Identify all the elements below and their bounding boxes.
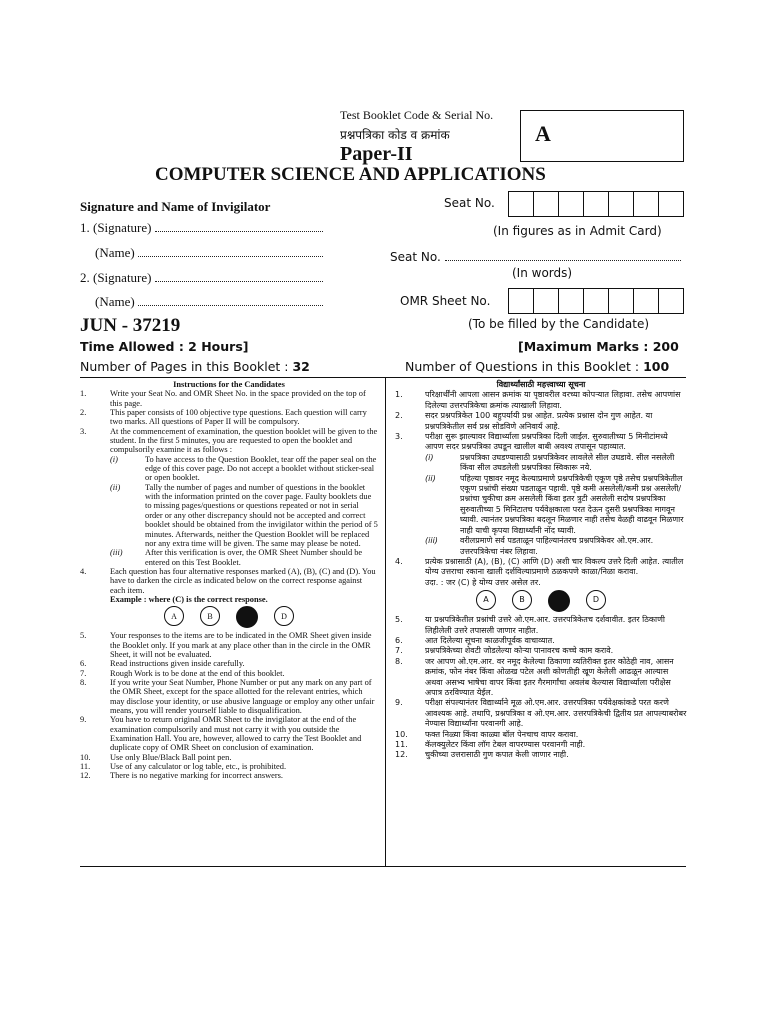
list-item: 8. जर आपण ओ.एम.आर. वर नमूद केलेल्या ठिकाणा व्यतिरीक्त इतर कोठेही नाव, आसन क्रमांक, फोन नंबर किंवा ओळख पटेल अशी कोणतीही खूण केलेली आढळून आल्यास अथवा असभ्य भाषेचा वापर किंवा इतर गैरमार्गांचा अवलंब केल्यास विद्यार्थ्याला परीक्षेस अपात्र ठरविण्यात येईल. <box>395 656 674 697</box>
invigilator-name-1[interactable]: (Name) <box>95 245 323 261</box>
questions-count: Number of Questions in this Booklet : 100 <box>405 359 670 374</box>
option-d-bubble: D <box>586 590 606 610</box>
booklet-code-label: Test Booklet Code & Serial No. <box>340 108 494 122</box>
subject-title: COMPUTER SCIENCE AND APPLICATIONS <box>155 164 546 185</box>
list-item: 5. Your responses to the items are to be indicated in the OMR Sheet given inside the Booklet only. If you mark at any place other than in the circle in the OMR Sheet, it will not be evaluated. <box>80 631 372 659</box>
list-item: 5. या प्रश्नपत्रिकेतील प्रश्नांची उत्तरे ओ.एम.आर. उत्तरपत्रिकेतच दर्शवावीत. इतर ठिकाणी लिहीलेली उत्तरे तपासली जाणार नाहीत. <box>395 615 665 635</box>
seat-no-words-field[interactable]: Seat No. <box>390 250 681 264</box>
option-b-bubble: B <box>200 606 220 626</box>
exam-code: JUN - 37219 <box>80 315 181 336</box>
list-item: 11. Use of any calculator or log table, etc., is prohibited. <box>80 762 287 772</box>
list-item: 9. You have to return original OMR Sheet to the invigilator at the end of the examination compulsorily and must not carry it with you outside the Examination Hall. You are, however, allowed to carry the Test Booklet and duplicate copy of OMR Sheet on conclusion of examination. <box>80 715 362 753</box>
list-item: 3. परीक्षा सुरू झाल्यावर विद्यार्थ्याला प्रश्नपत्रिका दिली जाईल. सुरुवातीच्या 5 मिनीटांमध्ये आपण सदर प्रश्नपत्रिका उघडून खालील बाबी अवश्य तपासून पहाव्यात. <box>395 432 668 452</box>
list-item: 12. There is no negative marking for incorrect answers. <box>80 771 284 781</box>
invigilator-heading: Signature and Name of Invigilator <box>80 199 271 214</box>
list-item: 8. If you write your Seat Number, Phone Number or put any mark on any part of the OMR Sheet, except for the space allotted for the relevant entries, which may disclose your identity, or use abusive language or employ any other unfair means, you will render yourself liable to disqualification. <box>80 677 375 715</box>
option-a-bubble: A <box>476 590 496 610</box>
booklet-code-box <box>520 110 684 162</box>
list-item: 11. कॅलक्युलेटर किंवा लॉग टेबल वापरण्यास परवानगी नाही. <box>395 740 586 749</box>
list-item: 1. Write your Seat No. and OMR Sheet No. in the space provided on the top of this page. <box>80 389 366 408</box>
list-item: 10. फक्त निळ्या किंवा काळ्या बॉल पेनचाच वापर करावा. <box>395 729 579 739</box>
seat-no-boxes[interactable] <box>508 191 684 217</box>
list-item: 3. At the commencement of examination, the question booklet will be given to the student. In the first 5 minutes, you are requested to open the booklet and compulsorily examine it as follows : <box>80 426 378 455</box>
option-d-bubble: D <box>274 606 294 626</box>
invigilator-name-2[interactable]: (Name) <box>95 294 323 310</box>
list-item: 4. प्रत्येक प्रश्नासाठी (A), (B), (C) आणि (D) अशी चार विकल्प उत्तरे दिली आहेत. त्यातील योग्य उत्तराचा रकाना खाली दर्शविल्याप्रमाणे ठळकपणे काळा/निळा करावा. <box>395 556 684 577</box>
example-label: उदा. : जर (C) हे योग्य उत्तर असेल तर. <box>425 577 541 587</box>
seat-no-words-note: (In words) <box>512 266 573 280</box>
list-subitem: (i) To have access to the Question Booklet, tear off the paper seal on the edge of this cover page. Do not accept a booklet without sticker-seal or open booklet. <box>110 454 377 483</box>
booklet-code-label-marathi: प्रश्नपत्रिका कोड व क्रमांक <box>340 128 450 142</box>
example-label: Example : where (C) is the correct response. <box>110 594 268 604</box>
list-item: 7. प्रश्नपत्रिकेच्या शेवटी जोडलेल्या कोऱ्या पानावरच कच्चे काम करावे. <box>395 646 614 656</box>
list-subitem: (ii) Tally the number of pages and number of questions in the booklet with the information printed on the cover page. Faulty booklets due to missing pages/questions or questions repeated or not in serial order or any other discrepancy should not be accepted and correct booklet should be obtained from the invigilator within the period of 5 minutes. Afterwards, neither the Question Booklet will be replaced nor any extra time will be given. The same may please be noted. <box>110 482 378 548</box>
list-item: 9. परीक्षा संपल्यानंतर विद्यार्थ्याने मूळ ओ.एम.आर. उत्तरपत्रिका पर्यवेक्षकांकडे परत करणे आवश्यक आहे. तथापि, प्रश्नपत्रिका व ओ.एम.आर. उत्तरपत्रिकेची द्वितीय प्रत आपल्याबरोबर नेण्यास विद्यार्थ्यांना परवानगी आहे. <box>395 698 687 729</box>
paper-title: Paper-II <box>340 143 413 165</box>
seat-no-label: Seat No. <box>444 196 495 210</box>
maximum-marks: [Maximum Marks : 200 <box>518 339 679 354</box>
list-item: 12. चुकीच्या उत्तरासाठी गुण कपात केली जाणार नाही. <box>395 750 569 760</box>
list-subitem: (iii) After this verification is over, the OMR Sheet Number should be entered on this Test Booklet. <box>110 548 363 567</box>
list-subitem: (iii) वरीलप्रमाणे सर्व पडताळून पाहिल्यानंतरच प्रश्नपत्रिकेवर ओ.एम.आर. उत्तरपत्रिकेचा नंबर लिहावा. <box>425 536 654 556</box>
pages-count: Number of Pages in this Booklet : 32 <box>80 359 310 374</box>
option-a-bubble: A <box>164 606 184 626</box>
booklet-code-value: A <box>535 121 551 146</box>
instructions-marathi-title: विद्यार्थ्यांसाठी महत्त्वाच्या सूचना <box>496 380 586 389</box>
list-item: 2. सदर प्रश्नपत्रिकेत 100 बहुपर्यायी प्रश्न आहेत. प्रत्येक प्रश्नास दोन गुण आहेत. या प्रश्नपत्रिकेतील सर्व प्रश्न सोडविणे अनिवार्य आहे. <box>395 411 653 431</box>
example-answer-bubbles <box>80 604 378 631</box>
omr-sheet-label: OMR Sheet No. <box>400 294 491 308</box>
instructions-marathi <box>395 380 687 761</box>
list-item: 10. Use only Blue/Black Ball point pen. <box>80 752 232 762</box>
option-c-bubble-filled <box>236 606 258 628</box>
omr-sheet-note: (To be filled by the Candidate) <box>468 317 650 331</box>
section-divider-bottom <box>80 866 686 867</box>
list-item: 6. Read instructions given inside carefully. <box>80 659 245 669</box>
invigilator-signature-2[interactable]: 2. (Signature) <box>80 270 323 286</box>
list-item: 2. This paper consists of 100 objective type questions. Each question will carry two marks. All questions of Paper II will be compulsory. <box>80 408 367 427</box>
seat-no-figures-note: (In figures as in Admit Card) <box>493 224 662 238</box>
list-item: 4. Each question has four alternative responses marked (A), (B), (C) and (D). You have to darken the circle as indicated below on the correct response against each item. <box>80 566 376 595</box>
list-item: 7. Rough Work is to be done at the end of this booklet. <box>80 668 285 678</box>
list-item: 1. परिक्षार्थींनी आपला आसन क्रमांक या पृष्ठावरील वरच्या कोपऱ्यात लिहावा. तसेच आपणांस दिलेल्या उत्तरपत्रिकेचा क्रमांक त्याखाली लिहावा. <box>395 390 681 410</box>
invigilator-signature-1[interactable]: 1. (Signature) <box>80 220 323 236</box>
example-answer-bubbles <box>395 588 687 615</box>
instructions-english <box>80 380 378 781</box>
instructions-english-title: Instructions for the Candidates <box>173 380 285 389</box>
omr-sheet-boxes[interactable] <box>508 288 684 314</box>
time-allowed: Time Allowed : 2 Hours] <box>80 339 249 354</box>
list-subitem: (i) प्रश्नपत्रिका उघडण्यासाठी प्रश्नपत्रिकेवर लावलेले सील उघडावे. सील नसलेली किंवा सील उघडलेली प्रश्नपत्रिका स्विकारू नये. <box>425 452 675 473</box>
column-divider <box>385 377 386 866</box>
list-subitem: (ii) पहिल्या पृष्ठावर नमूद केल्याप्रमाणे प्रश्नपत्रिकेची एकूण पृष्ठे तसेच प्रश्नपत्रिकेतील एकूण प्रश्नांची संख्या पडताळून पहावी. पृष्ठे कमी असलेली/कमी प्रश्न असलेली/प्रश्नांचा चुकीचा क्रम असलेली किंवा इतर त्रुटी असलेली सदोष प्रश्नपत्रिका सुरुवातीच्या 5 मिनिटातच पर्यवेक्षकाला परत देऊन दुसरी प्रश्नपत्रिका मागवून घ्यावी. त्यानंतर प्रश्नपत्रिका बदलून मिळणार नाही तसेच वेळही वाढवून मिळणार नाही याची कृपया विद्यार्थ्यांनी नोंद घ्यावी. <box>425 473 684 535</box>
option-b-bubble: B <box>512 590 532 610</box>
option-c-bubble-filled <box>548 590 570 612</box>
list-item: 6. आत दिलेल्या सूचना काळजीपूर्वक वाचाव्यात. <box>395 635 555 645</box>
section-divider-top <box>80 377 686 378</box>
